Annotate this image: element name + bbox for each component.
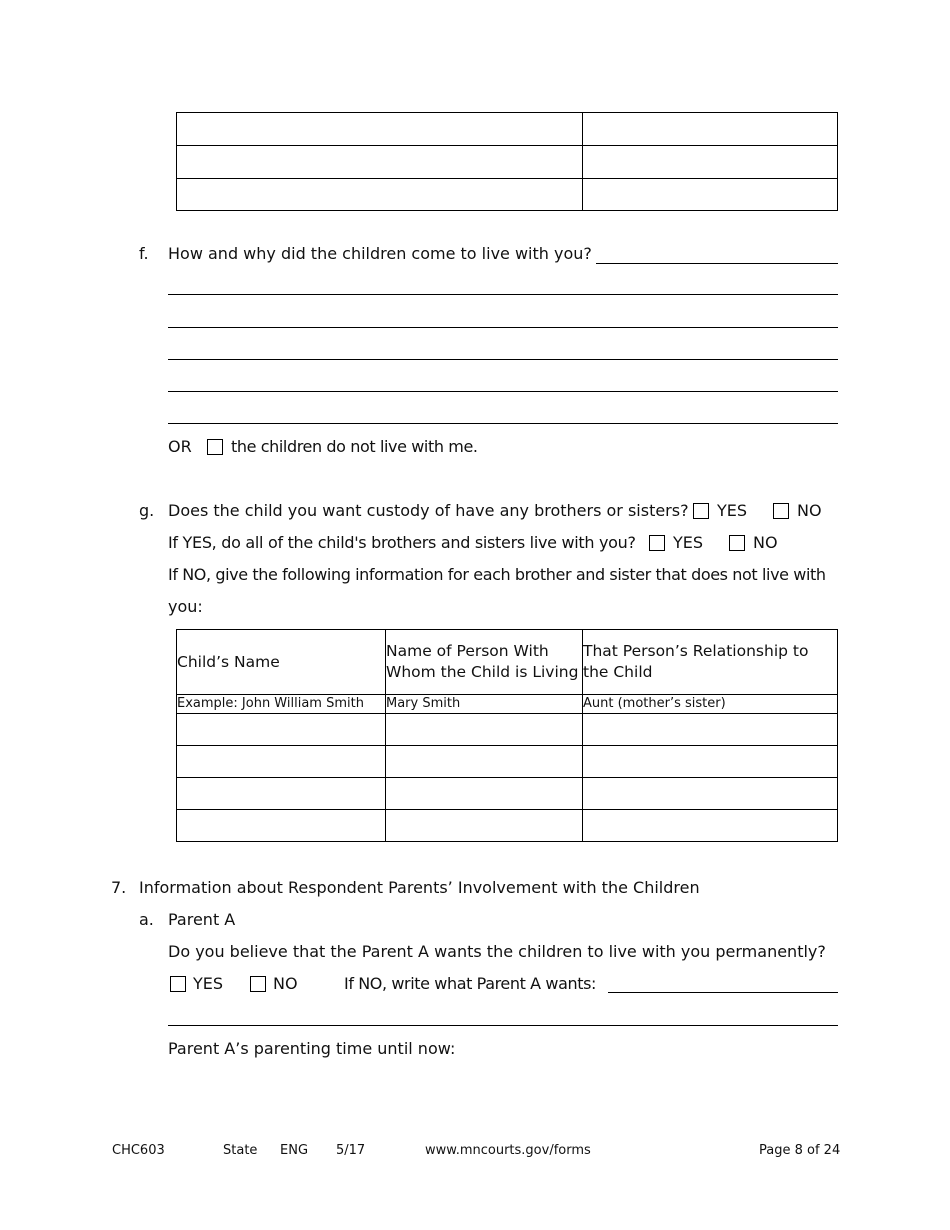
parent-a-question: Do you believe that the Parent A wants the children to live with you permanently? (168, 942, 826, 961)
section-7-number: 7. (111, 878, 127, 897)
table-cell[interactable] (386, 746, 583, 778)
parenting-time-label: Parent A’s parenting time until now: (168, 1039, 456, 1058)
footer-date: 5/17 (336, 1143, 366, 1158)
siblings-table (176, 629, 838, 842)
siblings-no-checkbox[interactable] (773, 503, 789, 519)
section-f-question: How and why did the children come to live with you? (168, 244, 592, 263)
table-cell[interactable] (386, 810, 583, 842)
section-7a-title: Parent A (168, 910, 236, 929)
instruction-line1: If NO, give the following information for each brother and sister that does not live with (168, 565, 826, 584)
answer-line[interactable] (596, 263, 838, 264)
section-g-question: Does the child you want custody of have any brothers or sisters? (168, 501, 689, 520)
answer-line[interactable] (168, 359, 838, 360)
top-table-cell[interactable] (177, 179, 583, 211)
table-cell[interactable] (583, 778, 838, 810)
siblings-yes-checkbox[interactable] (693, 503, 709, 519)
table-cell[interactable] (386, 778, 583, 810)
siblings-no-label: NO (797, 501, 822, 520)
instruction-line2: you: (168, 597, 203, 616)
table-cell[interactable] (386, 714, 583, 746)
section-g-letter: g. (139, 501, 155, 520)
followup-question: If YES, do all of the child's brothers and sisters live with you? (168, 533, 636, 552)
answer-line[interactable] (168, 1025, 838, 1026)
table-cell[interactable] (583, 810, 838, 842)
answer-line[interactable] (168, 423, 838, 424)
followup-yes-label: YES (673, 533, 704, 552)
not-live-checkbox[interactable] (207, 439, 223, 455)
table-cell[interactable] (583, 746, 838, 778)
footer-language: ENG (280, 1143, 309, 1158)
header-childs-name: Child’s Name (177, 630, 386, 695)
footer-page-number: Page 8 of 24 (759, 1143, 841, 1158)
parent-a-yes-label: YES (193, 974, 224, 993)
top-table-cell[interactable] (177, 113, 583, 146)
top-table-cell[interactable] (583, 179, 838, 211)
table-cell[interactable] (177, 810, 386, 842)
top-table-cell[interactable] (177, 146, 583, 179)
answer-line[interactable] (168, 391, 838, 392)
section-7-title: Information about Respondent Parents’ Involvement with the Children (139, 878, 700, 897)
example-person-name: Mary Smith (386, 695, 583, 714)
top-table (176, 112, 838, 211)
followup-yes-checkbox[interactable] (649, 535, 665, 551)
table-cell[interactable] (177, 746, 386, 778)
top-table-cell[interactable] (583, 146, 838, 179)
not-live-label: the children do not live with me. (231, 437, 478, 456)
section-f-letter: f. (139, 244, 149, 263)
header-person-with-whom: Name of Person With Whom the Child is Living (386, 630, 583, 695)
answer-line[interactable] (168, 327, 838, 328)
parent-a-no-checkbox[interactable] (250, 976, 266, 992)
table-cell[interactable] (177, 778, 386, 810)
parent-a-no-label: NO (273, 974, 298, 993)
answer-line[interactable] (608, 992, 838, 993)
siblings-yes-label: YES (717, 501, 748, 520)
header-relationship: That Person’s Relationship to the Child (583, 630, 838, 695)
section-7a-letter: a. (139, 910, 154, 929)
table-cell[interactable] (583, 714, 838, 746)
parent-a-yes-checkbox[interactable] (170, 976, 186, 992)
example-child-name: Example: John William Smith (177, 695, 386, 714)
top-table-cell[interactable] (583, 113, 838, 146)
followup-no-label: NO (753, 533, 778, 552)
table-cell[interactable] (177, 714, 386, 746)
example-relationship: Aunt (mother’s sister) (583, 695, 838, 714)
followup-no-checkbox[interactable] (729, 535, 745, 551)
footer-jurisdiction: State (223, 1143, 258, 1158)
or-label: OR (168, 437, 192, 456)
if-no-label: If NO, write what Parent A wants: (344, 974, 597, 993)
answer-line[interactable] (168, 294, 838, 295)
footer-url: www.mncourts.gov/forms (425, 1143, 591, 1158)
footer-form-code: CHC603 (112, 1143, 165, 1158)
